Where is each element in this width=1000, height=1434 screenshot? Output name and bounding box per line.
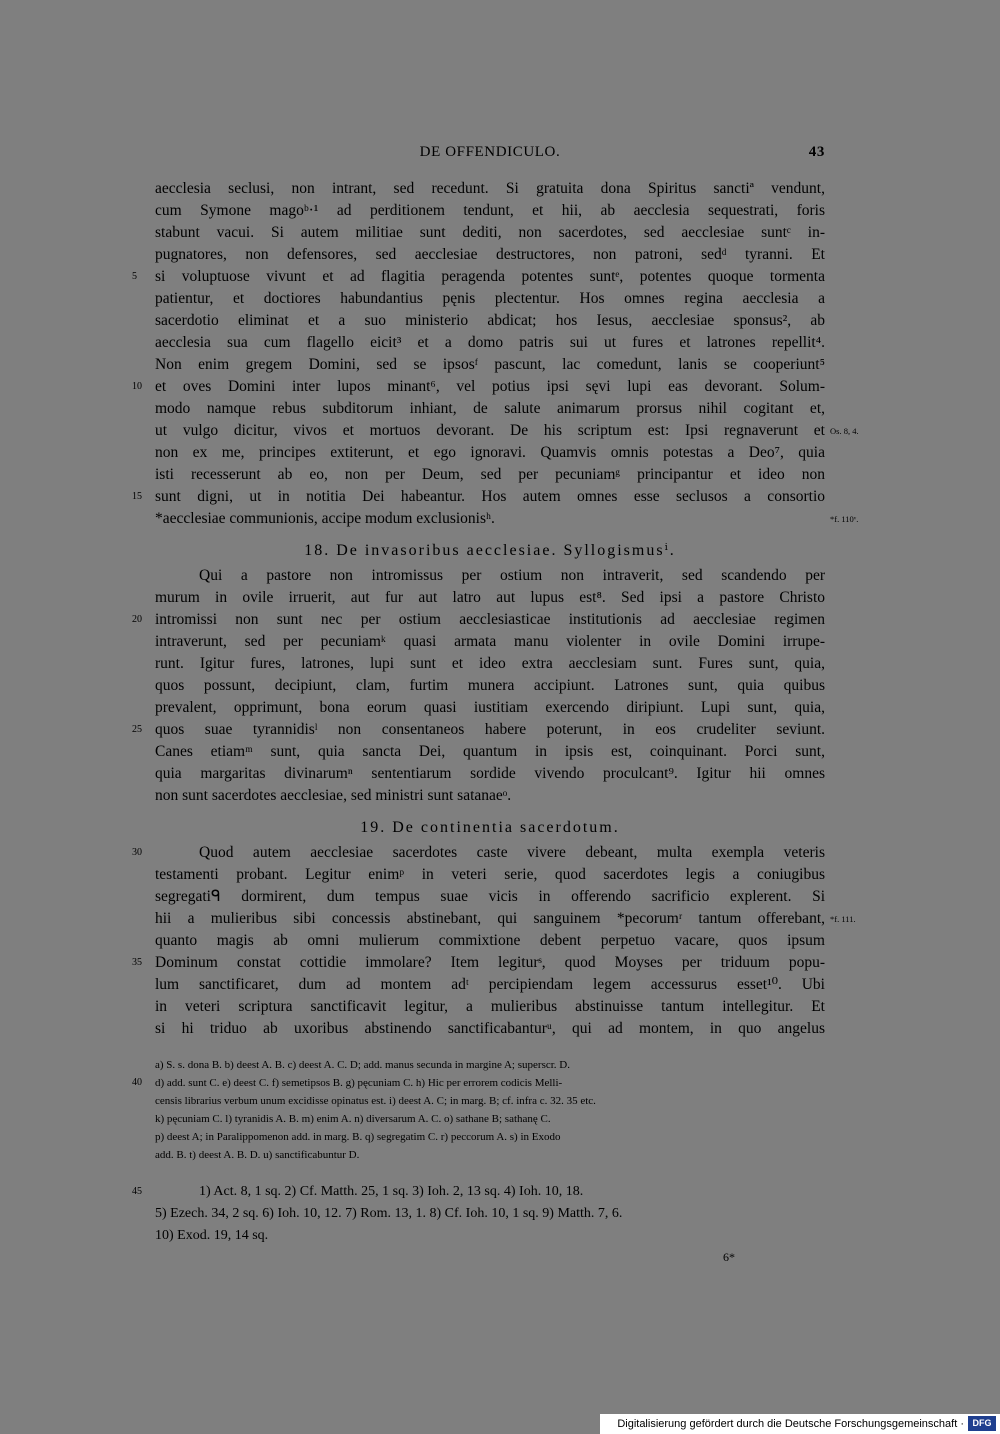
text-line: Dominum constat cottidie immolare? Item legiturˢ, quod Moyses per triduum popu-	[155, 954, 825, 971]
text-line: isti recesserunt ab eo, non per Deum, sed per pecuniamᵍ principantur et ideo non	[155, 466, 825, 483]
line-number: 15	[132, 491, 142, 502]
source-footnote: 1) Act. 8, 1 sq. 2) Cf. Matth. 25, 1 sq. 3) Ioh. 2, 13 sq. 4) Ioh. 10, 18.	[199, 1184, 584, 1199]
text-line: prevalent, opprimunt, bona eorum quasi iustitiam exercendo diripiunt. Lupi sunt, quia,	[155, 699, 825, 716]
dfg-logo-icon: DFG	[968, 1416, 996, 1431]
text-line: si voluptuose vivunt et ad flagitia peragenda potentes suntᵉ, potentes quoque tormenta	[155, 268, 825, 285]
text-line: lum sanctificaret, dum ad montem adᵗ percipiendam legem accessurus esset¹⁰. Ubi	[155, 976, 825, 993]
variant-note: k) pęcuniam C. l) tyranidis A. B. m) enim A. n) diversarum A. C. o) sathane B; sathanę C.	[155, 1113, 551, 1125]
margin-note: Os. 8, 4.	[830, 426, 859, 436]
text-line: quos possunt, decipiunt, clam, furtim munera accipiunt. Latrones sunt, quia quibus	[155, 677, 825, 694]
line-number: 35	[132, 957, 142, 968]
text-line: Quod autem aecclesiae sacerdotes caste vivere debeant, multa exempla veteris	[199, 844, 825, 861]
text-line: Canes etiamᵐ sunt, quia sancta Dei, quantum in ipsis est, coinquinant. Porci sunt,	[155, 743, 825, 760]
text-line: et oves Domini inter lupos minant⁶, vel potius ipsi sęvi lupi eas devorant. Solum-	[155, 378, 825, 395]
variant-note: censis librarius verbum unum excidisse opinatus est. i) deest A. C; in marg. B; cf. infra c. 32. 35 etc.	[155, 1095, 596, 1107]
footer-text: Digitalisierung gefördert durch die Deutsche Forschungsgemeinschaft ·	[617, 1418, 964, 1430]
source-footnote: 5) Ezech. 34, 2 sq. 6) Ioh. 10, 12. 7) Rom. 13, 1. 8) Cf. Ioh. 10, 1 sq. 9) Matth. 7, 6.	[155, 1206, 623, 1221]
text-line: ut vulgo dicitur, vivos et mortuos devorant. De his scriptum est: Ipsi regnaverunt et	[155, 422, 825, 439]
text-line: runt. Igitur fures, latrones, lupi sunt et ideo extra aecclesiam sunt. Fures sunt, quia,	[155, 655, 825, 672]
text-line: sunt digni, ut in notitia Dei habeantur. Hos autem omnes esse seclusos a consortio	[155, 488, 825, 505]
line-number: 10	[132, 381, 142, 392]
variant-note: add. B. t) deest A. B. D. u) sanctificabuntur D.	[155, 1149, 360, 1161]
text-line: patientur, et doctiores habundantius pęnis plectentur. Hos omnes regina aecclesia a	[155, 290, 825, 307]
variant-note: p) deest A; in Paralippomenon add. in marg. B. q) segregatim C. r) peccorum A. s) in Exodo	[155, 1131, 561, 1143]
text-line: quanto magis ab omni mulierum commixtione debent perpetuo vacare, quos ipsum	[155, 932, 825, 949]
text-line: aecclesia sua cum flagello eicit³ et a domo patris sui ut fures et latrones repellit⁴.	[155, 334, 825, 351]
running-title: DE OFFENDICULO.	[419, 144, 561, 160]
page-number: 43	[808, 144, 825, 160]
line-number: 45	[132, 1186, 142, 1197]
text-line: intraverunt, sed per pecuniamᵏ quasi armata manu violenter in ovile Domini irrupe-	[155, 633, 825, 650]
text-line: si hi triduo ab uxoribus abstinendo sanctificabanturᵘ, qui ad montem, in quo angelus	[155, 1020, 825, 1037]
line-number: 30	[132, 847, 142, 858]
text-line: hii a mulieribus sibi concessis abstinebant, qui sanguinem *pecorumʳ tantum offerebant,	[155, 910, 825, 927]
text-line: murum in ovile irruerit, aut fur aut latro aut lupus est⁸. Sed ipsi a pastore Christo	[155, 589, 825, 606]
text-line: quia margaritas divinarumⁿ sententiarum sordide vivendo proculcant⁹. Igitur hii omnes	[155, 765, 825, 782]
chapter-heading-18: 18. De invasoribus aecclesiae. Syllogismusⁱ.	[304, 542, 676, 559]
line-number: 5	[132, 271, 137, 282]
variant-note: a) S. s. dona B. b) deest A. B. c) deest A. C. D; add. manus secunda in margine A; superscr. D.	[155, 1059, 570, 1071]
text-line: Non enim gregem Domini, sed se ipsosᶠ pascunt, lac comedunt, lanis se cooperiunt⁵	[155, 356, 825, 373]
text-line: testamenti probant. Legitur enimᵖ in veteri serie, quod sacerdotes legis a coniugibus	[155, 866, 825, 883]
margin-note: *f. 110ᵛ.	[830, 514, 859, 524]
variant-note: d) add. sunt C. e) deest C. f) semetipsos B. g) pęcuniam C. h) Hic per errorem codicis Melli-	[155, 1077, 563, 1089]
text-line: aecclesia seclusi, non intrant, sed recedunt. Si gratuita dona Spiritus sanctiª vendunt,	[155, 180, 825, 197]
text-line: stabunt vacui. Si autem militiae sunt dediti, non sacerdotes, sed aecclesiae suntᶜ in-	[155, 224, 825, 241]
line-number: 25	[132, 724, 142, 735]
text-line: non ex me, principes extiterunt, et ego ignoravi. Quamvis omnis potestas a Deo⁷, quia	[155, 444, 825, 461]
running-header	[155, 144, 825, 164]
margin-note: *f. 111.	[830, 914, 856, 924]
text-line: in veteri scriptura sanctificavit legitur, a mulieribus abstinuisse tantum intellegitur. Et	[155, 998, 825, 1015]
text-line: modo namque rebus subditorum inhiant, de salute animarum prorsus nihil cogitant et,	[155, 400, 825, 417]
text-line: quos suae tyrannidisˡ non consentaneos habere poterunt, in eos crudeliter seviunt.	[155, 721, 825, 738]
text-line: Qui a pastore non intromissus per ostium non intraverit, sed scandendo per	[199, 567, 825, 584]
text-line: *aecclesiae communionis, accipe modum exclusionisʰ.	[155, 510, 495, 527]
chapter-heading-19: 19. De continentia sacerdotum.	[360, 819, 620, 836]
signature-mark: 6*	[723, 1250, 735, 1264]
text-line: segregatiᑫ dormirent, dum tempus suae vicis in offerendo sacrificio explerent. Si	[155, 888, 825, 905]
text-line: pugnatores, non defensores, sed aecclesiae destructores, non patroni, sedᵈ tyranni. Et	[155, 246, 825, 263]
digitization-footer	[600, 1414, 1000, 1434]
text-line: sacerdotio eliminat et a suo ministerio abdicat; hos Iesus, aecclesiae sponsus², ab	[155, 312, 825, 329]
text-line: non sunt sacerdotes aecclesiae, sed ministri sunt satanaeᵒ.	[155, 787, 512, 804]
source-footnote: 10) Exod. 19, 14 sq.	[155, 1228, 269, 1243]
text-line: intromissi non sunt nec per ostium aecclesiasticae institutionis ad aecclesiae regimen	[155, 611, 825, 628]
text-line: cum Symone magoᵇ·¹ ad perditionem tendunt, et hii, ab aecclesia sequestrati, foris	[155, 202, 825, 219]
line-number: 40	[132, 1077, 142, 1088]
line-number: 20	[132, 614, 142, 625]
